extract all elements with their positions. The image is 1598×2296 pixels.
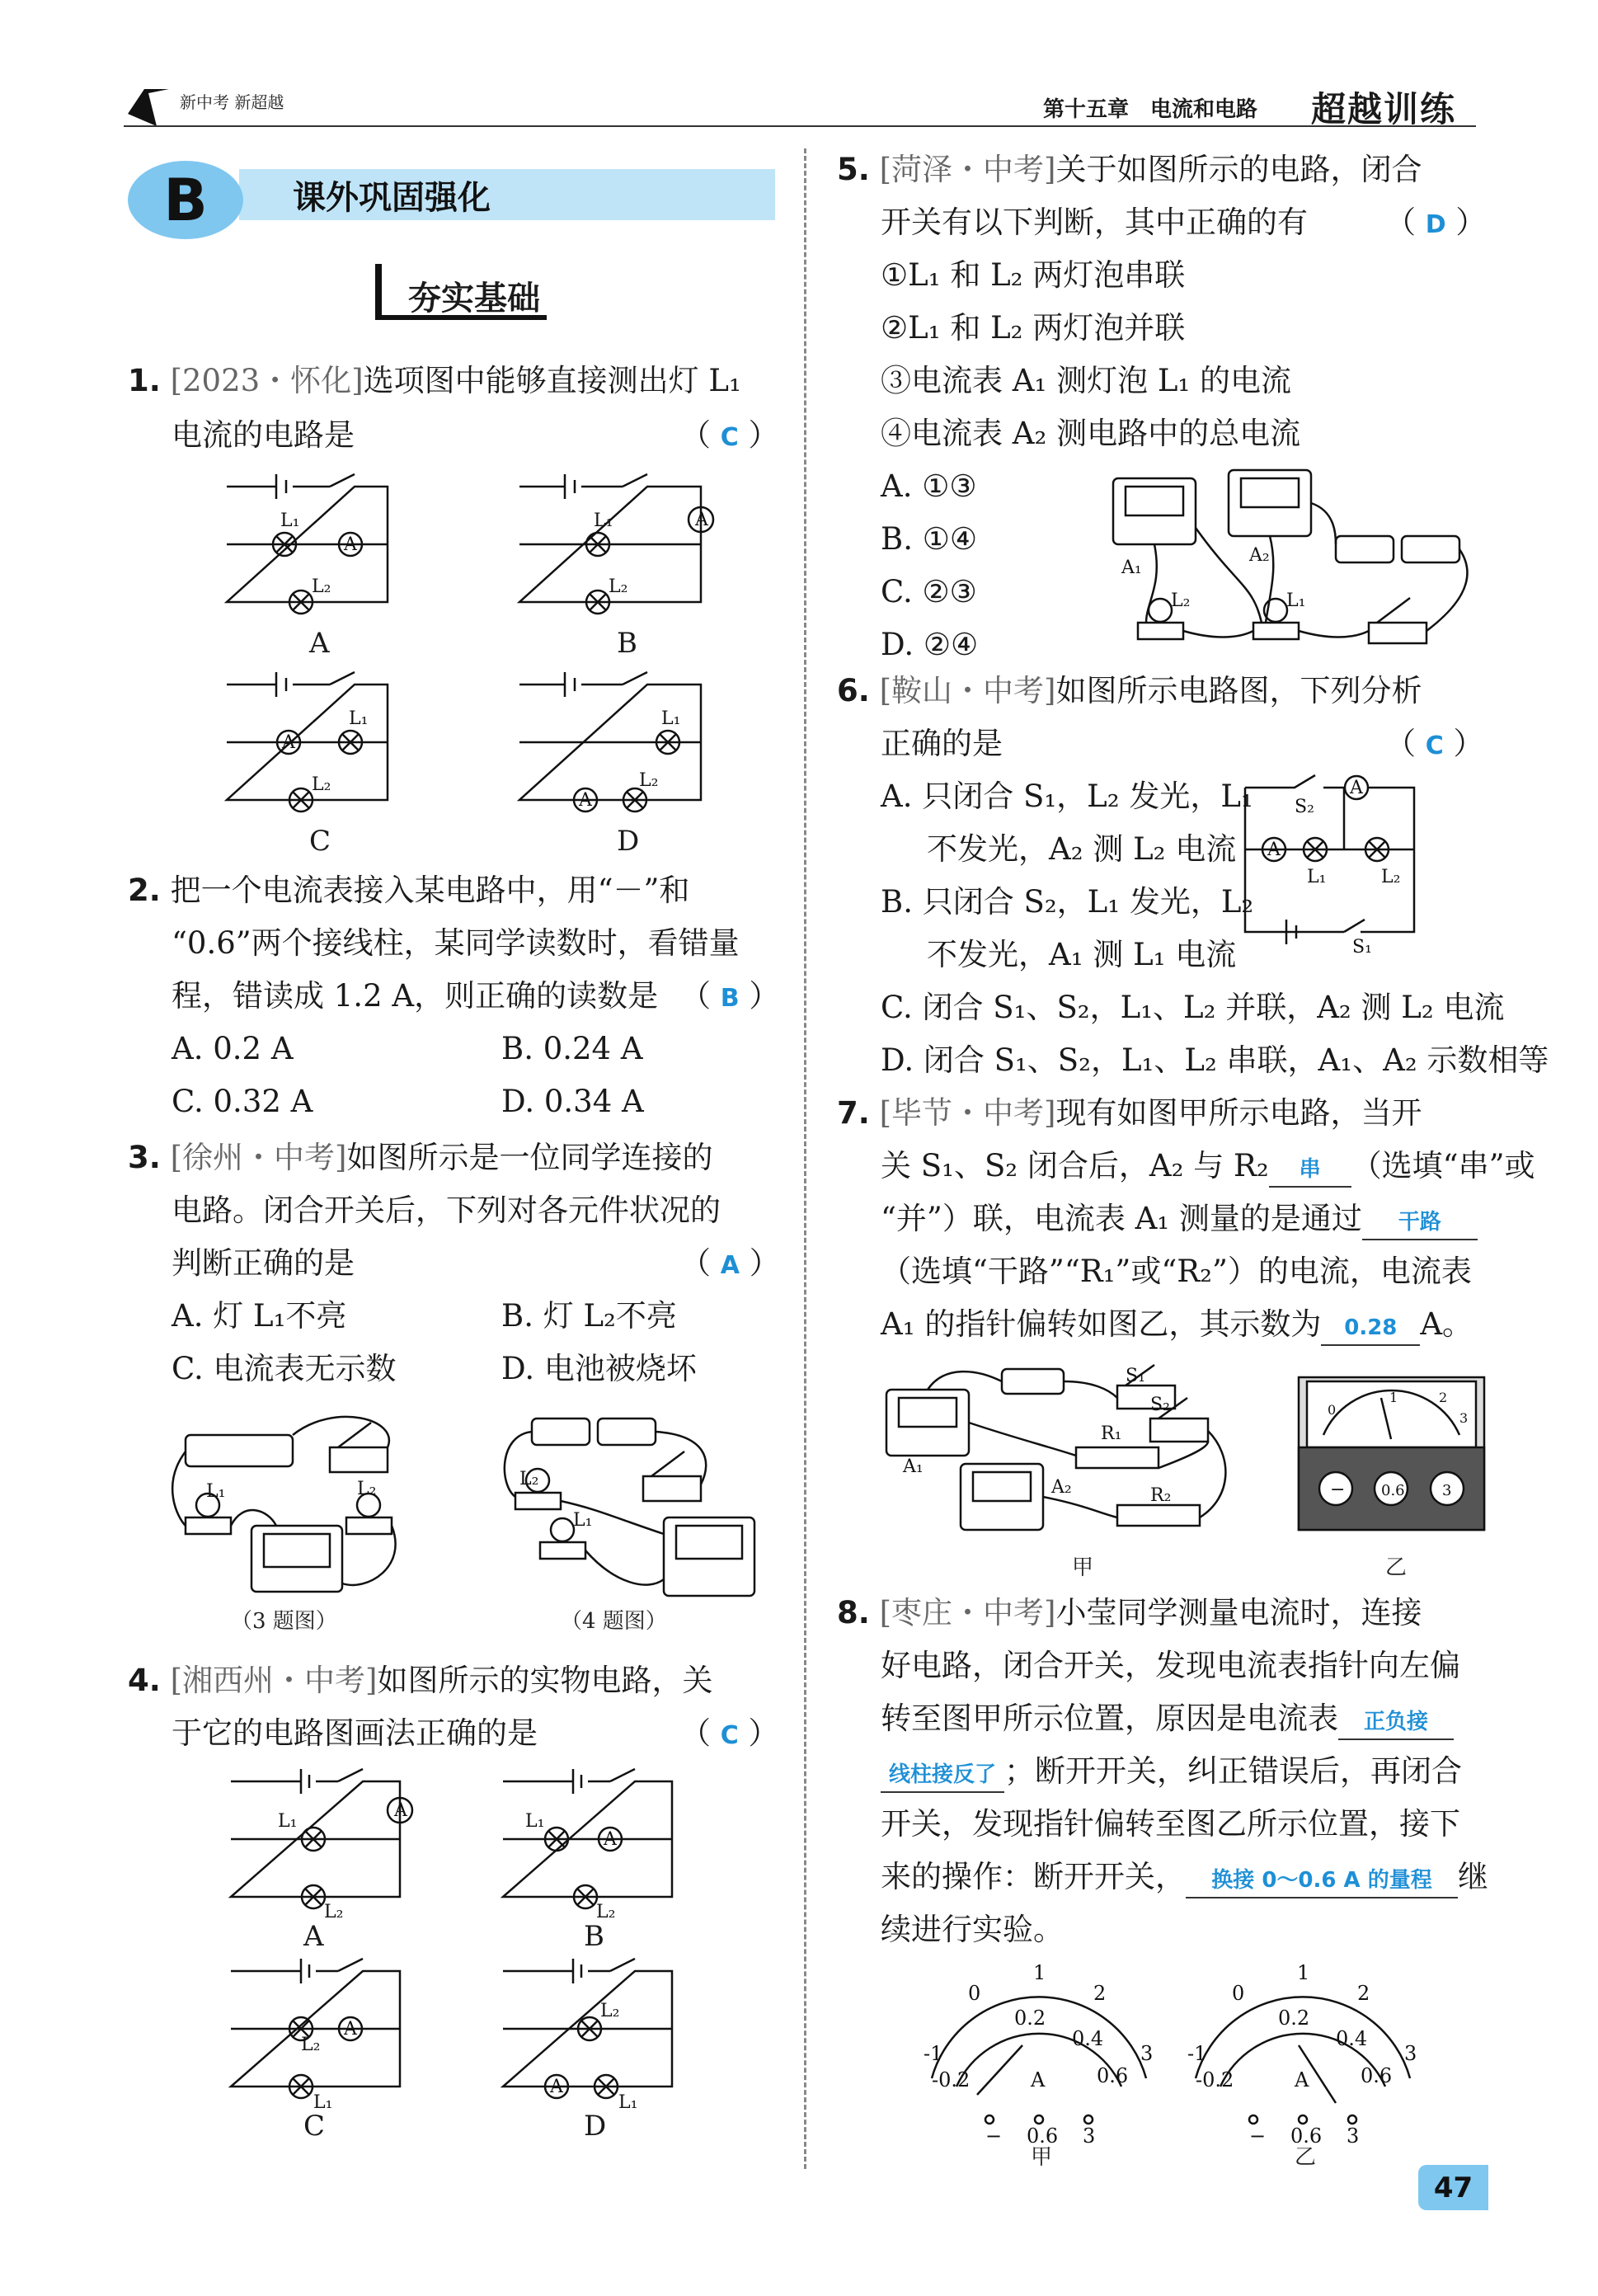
svg-text:L₁: L₁	[313, 2092, 333, 2113]
question-2-line2: “0.6”两个接线柱，某同学读数时，看错量	[172, 925, 740, 961]
question-source: [湘西州・中考]	[170, 1663, 378, 1698]
figure-label-jia: 甲	[1031, 2145, 1053, 2170]
answer-blank-1a: 正负接	[1338, 1706, 1454, 1740]
svg-text:L₁: L₁	[1286, 590, 1306, 611]
svg-text:L₂: L₂	[519, 1469, 539, 1489]
figure-caption-4: （4 题图）	[561, 1609, 667, 1634]
question-source: [枣庄・中考]	[879, 1595, 1056, 1630]
svg-text:A: A	[1295, 2068, 1309, 2091]
text: “并”）联，电流表 A₁ 测量的是通过	[881, 1201, 1362, 1236]
question-7-line5	[881, 1298, 1473, 1351]
question-number: 2.	[128, 873, 161, 908]
question-8-line7: 续进行实验。	[881, 1912, 1064, 1947]
svg-text:A₂: A₂	[1051, 1477, 1072, 1498]
question-7-line4: （选填“干路”“R₁”或“R₂”）的电流，电流表	[881, 1254, 1472, 1289]
question-number: 7.	[837, 1095, 870, 1131]
option-b-line2: 不发光，A₁ 测 L₁ 电流	[927, 937, 1237, 972]
svg-text:S₁: S₁	[1352, 937, 1372, 957]
answer-bracket: （ C ）	[680, 1715, 779, 1751]
answer-bracket: （ A ）	[680, 1245, 780, 1281]
section-title: 课外巩固强化	[293, 178, 491, 217]
answer-blank-3: 0.28	[1321, 1311, 1420, 1346]
option-c: C. ②③	[881, 574, 977, 609]
dial-a-tick-0-2: 0.2	[1014, 2007, 1046, 2030]
svg-text:L₂: L₂	[596, 1902, 616, 1922]
svg-text:−: −	[985, 2124, 1003, 2144]
svg-text:-1: -1	[1187, 2042, 1207, 2065]
question-1-line2: 电流的电路是	[172, 417, 355, 453]
option-b: B. ①④	[881, 521, 978, 557]
question-6-line2: 正确的是	[881, 726, 1003, 761]
dial-a-unit: A	[1031, 2068, 1046, 2091]
question-number: 8.	[837, 1595, 870, 1630]
question-text: 小莹同学测量电流时，连接	[1055, 1595, 1422, 1630]
question-text: 如图所示电路图，下列分析	[1055, 673, 1422, 708]
answer-bracket: （ C ）	[1385, 726, 1484, 761]
q3-q4-apparatus-figures	[169, 1402, 779, 1608]
question-8-line3	[881, 1692, 1454, 1745]
svg-text:S₂: S₂	[1295, 797, 1314, 817]
svg-text:L₁: L₁	[280, 510, 300, 531]
svg-text:3: 3	[1083, 2124, 1096, 2144]
svg-text:S₁: S₁	[1126, 1366, 1145, 1386]
svg-text:A: A	[695, 510, 708, 530]
svg-text:−: −	[1330, 1480, 1346, 1500]
q7-figures	[878, 1357, 1488, 1555]
figure-label-yi: 乙	[1385, 1555, 1408, 1580]
q4-option-label-d: D	[584, 2110, 607, 2143]
option-a-line1: A. 只闭合 S₁，L₂ 发光，L₁	[881, 779, 1253, 814]
answer: B	[720, 984, 740, 1013]
dial-a-tick-0-6: 0.6	[1097, 2064, 1129, 2087]
svg-text:0.6: 0.6	[1290, 2124, 1323, 2144]
dial-a-tick-0-4: 0.4	[1072, 2027, 1104, 2050]
option-b: B. 灯 L₂不亮	[501, 1298, 677, 1334]
svg-text:3: 3	[1347, 2124, 1360, 2144]
q6-circuit-diagram	[1237, 767, 1443, 957]
svg-text:0.6: 0.6	[1027, 2124, 1059, 2144]
q1-circuit-diagrams	[214, 470, 775, 858]
svg-text:L₂: L₂	[1171, 590, 1191, 611]
answer: C	[720, 423, 739, 452]
question-1	[128, 355, 787, 407]
text: A₁ 的指针偏转如图乙，其示数为	[881, 1306, 1322, 1342]
question-text: 选项图中能够直接测出灯 L₁	[363, 363, 741, 398]
section-bar	[239, 169, 775, 220]
column-divider	[804, 148, 806, 2169]
svg-text:L₁: L₁	[618, 2092, 638, 2113]
q4-option-label-c: C	[303, 2110, 326, 2143]
svg-text:L₂: L₂	[312, 576, 331, 597]
svg-text:3: 3	[1459, 1410, 1469, 1426]
q1-option-label-a: A	[309, 627, 330, 660]
svg-text:A: A	[344, 2019, 357, 2040]
svg-text:0.2: 0.2	[1278, 2007, 1310, 2030]
answer-bracket: （ D ）	[1385, 205, 1487, 240]
question-source: [菏泽・中考]	[879, 152, 1056, 187]
svg-text:A: A	[579, 790, 592, 811]
question-number: 1.	[128, 363, 161, 398]
svg-text:A: A	[282, 732, 295, 753]
statement-4: ④电流表 A₂ 测电路中的总电流	[881, 416, 1301, 451]
answer: D	[1425, 210, 1446, 239]
svg-text:L₁: L₁	[349, 708, 369, 729]
question-3	[128, 1132, 712, 1184]
question-source: [毕节・中考]	[879, 1095, 1056, 1131]
svg-text:A: A	[1267, 840, 1281, 860]
question-4	[128, 1654, 712, 1707]
question-2	[128, 864, 689, 917]
answer-bracket: （ B ）	[680, 978, 780, 1014]
text: （选填“串”或	[1351, 1148, 1535, 1183]
q1-option-label-c: C	[309, 825, 331, 858]
svg-text:L₁: L₁	[525, 1811, 545, 1832]
statement-1: ①L₁ 和 L₂ 两灯泡串联	[881, 257, 1186, 293]
answer-blank-1b: 线柱接反了	[881, 1758, 1004, 1793]
dial-a-tick-neg0-2: -0.2	[932, 2068, 971, 2091]
svg-text:L₂: L₂	[600, 2001, 620, 2021]
question-5	[837, 144, 1422, 196]
question-number: 4.	[128, 1663, 161, 1698]
svg-text:1: 1	[1297, 1963, 1310, 1984]
figure-caption-3: （3 题图）	[231, 1609, 337, 1634]
question-text: 如图所示的实物电路，关	[377, 1663, 713, 1698]
svg-text:L₂: L₂	[357, 1479, 377, 1499]
text: 转至图甲所示位置，原因是电流表	[881, 1701, 1338, 1736]
page-number: 47	[1418, 2165, 1488, 2210]
svg-text:3: 3	[1404, 2042, 1417, 2065]
svg-text:0.6: 0.6	[1361, 2064, 1393, 2087]
svg-text:L₁: L₁	[661, 708, 681, 729]
svg-text:A: A	[344, 534, 357, 555]
answer: A	[720, 1251, 740, 1280]
q4-option-label-b: B	[584, 1920, 604, 1953]
svg-text:L₁: L₁	[594, 510, 613, 531]
dial-a-tick-2: 2	[1093, 1982, 1107, 2005]
answer-bracket: （ C ）	[680, 417, 779, 453]
q5-apparatus-figure	[1088, 462, 1476, 652]
question-8	[837, 1587, 1422, 1640]
figure-label-jia: 甲	[1072, 1555, 1094, 1580]
option-b: B. 0.24 A	[501, 1031, 643, 1066]
option-a: A. ①③	[881, 468, 977, 504]
text: A。	[1420, 1306, 1473, 1342]
question-8-line2: 好电路，闭合开关，发现电流表指针向左偏	[881, 1648, 1460, 1683]
option-c: C. 闭合 S₁、S₂，L₁、L₂ 并联，A₂ 测 L₂ 电流	[881, 990, 1505, 1025]
option-c: C. 电流表无示数	[172, 1351, 397, 1386]
svg-text:L₁: L₁	[206, 1481, 226, 1502]
subheading: 夯实基础	[408, 280, 540, 318]
question-number: 5.	[837, 152, 870, 187]
svg-text:A₁: A₁	[1121, 558, 1142, 578]
statement-2: ②L₁ 和 L₂ 两灯泡并联	[881, 310, 1186, 346]
chapter-title: 第十五章 电流和电路	[1043, 97, 1258, 122]
svg-text:2: 2	[1439, 1390, 1448, 1405]
statement-3: ③电流表 A₁ 测灯泡 L₁ 的电流	[881, 363, 1291, 398]
svg-text:R₂: R₂	[1150, 1485, 1172, 1506]
text: 来的操作：断开开关，	[881, 1859, 1186, 1894]
answer-blank-1: 串	[1269, 1153, 1351, 1188]
dial-a-tick-neg1: -1	[924, 2042, 943, 2065]
option-a: A. 0.2 A	[172, 1031, 294, 1066]
question-source: [2023・怀化]	[170, 363, 364, 398]
svg-text:L₂: L₂	[301, 2035, 321, 2055]
svg-text:3: 3	[1442, 1482, 1452, 1499]
option-d: D. ②④	[881, 627, 979, 662]
option-c: C. 0.32 A	[172, 1084, 313, 1119]
svg-text:A: A	[394, 1800, 407, 1821]
svg-text:0: 0	[1232, 1982, 1245, 2005]
answer-blank-2: 换接 0～0.6 A 的量程	[1186, 1864, 1458, 1898]
q4-circuit-diagrams	[219, 1765, 697, 2120]
svg-text:L₁: L₁	[1307, 867, 1327, 887]
svg-text:2: 2	[1357, 1982, 1370, 2005]
header-divider	[124, 125, 1476, 127]
question-text: 关于如图所示的电路，闭合	[1055, 152, 1422, 187]
question-text: 把一个电流表接入某电路中，用“－”和	[170, 873, 690, 908]
option-d: D. 闭合 S₁、S₂，L₁、L₂ 串联，A₁、A₂ 示数相等	[881, 1042, 1549, 1078]
text: 继	[1458, 1859, 1488, 1894]
option-a: A. 灯 L₁不亮	[172, 1298, 347, 1334]
question-7-line3	[881, 1193, 1478, 1245]
question-4-line2: 于它的电路图画法正确的是	[172, 1715, 538, 1751]
question-text: 如图所示是一位同学连接的	[346, 1140, 713, 1175]
figure-label-yi: 乙	[1295, 2145, 1317, 2170]
question-6	[837, 665, 1422, 718]
svg-text:L₁: L₁	[573, 1510, 593, 1531]
svg-text:L₂: L₂	[1381, 867, 1401, 887]
question-8-line6	[881, 1851, 1488, 1903]
question-source: [鞍山・中考]	[879, 673, 1056, 708]
svg-text:A₁: A₁	[903, 1456, 924, 1477]
option-d: D. 电池被烧坏	[501, 1351, 697, 1386]
svg-text:-0.2: -0.2	[1196, 2068, 1234, 2091]
svg-text:A₂: A₂	[1249, 545, 1270, 566]
svg-text:L₁: L₁	[278, 1811, 298, 1832]
question-number: 6.	[837, 673, 870, 708]
question-3-line3: 判断正确的是	[172, 1245, 355, 1281]
question-8-line4	[881, 1745, 1462, 1798]
question-3-line2: 电路。闭合开关后，下列对各元件状况的	[172, 1193, 721, 1228]
question-7-line2	[881, 1140, 1535, 1193]
question-2-line3: 程，错读成 1.2 A，则正确的读数是	[172, 978, 659, 1014]
svg-text:A: A	[604, 1829, 617, 1850]
svg-text:0.4: 0.4	[1336, 2027, 1368, 2050]
question-text: 现有如图甲所示电路，当开	[1055, 1095, 1422, 1131]
header-brand: 新中考 新超越	[180, 92, 284, 112]
svg-text:A: A	[1350, 778, 1363, 798]
answer: C	[1425, 732, 1444, 760]
svg-text:0: 0	[1328, 1402, 1337, 1418]
q8-ammeter-dials	[907, 1963, 1435, 2144]
question-8-line5: 开关，发现指针偏转至图乙所示位置，接下	[881, 1806, 1460, 1842]
svg-text:1: 1	[1389, 1390, 1398, 1405]
book-series-title: 超越训练	[1311, 89, 1457, 129]
q4-option-label-a: A	[303, 1920, 324, 1953]
text: 关 S₁、S₂ 闭合后，A₂ 与 R₂	[881, 1148, 1269, 1183]
text: ；断开开关，纠正错误后，再闭合	[1004, 1753, 1462, 1789]
section-letter: B	[128, 161, 243, 239]
dial-a-tick-1: 1	[1033, 1963, 1046, 1984]
svg-text:A: A	[550, 2077, 563, 2097]
option-d: D. 0.34 A	[501, 1084, 644, 1119]
svg-text:L₂: L₂	[324, 1902, 344, 1922]
svg-text:S₂: S₂	[1150, 1395, 1170, 1415]
dial-a-tick-0: 0	[968, 1982, 981, 2005]
brand-logo-icon	[124, 81, 173, 130]
question-source: [徐州・中考]	[170, 1140, 347, 1175]
question-number: 3.	[128, 1140, 161, 1175]
option-b-line1: B. 只闭合 S₂，L₁ 发光，L₂	[881, 884, 1254, 920]
answer: C	[720, 1721, 739, 1750]
option-a-line2: 不发光，A₂ 测 L₂ 电流	[927, 831, 1237, 867]
question-5-line2: 开关有以下判断，其中正确的有	[881, 205, 1308, 240]
svg-text:−: −	[1249, 2124, 1267, 2144]
svg-text:0.6: 0.6	[1381, 1482, 1405, 1499]
q1-option-label-d: D	[617, 825, 640, 858]
svg-text:L₂: L₂	[312, 774, 331, 795]
svg-text:L₂: L₂	[639, 770, 659, 791]
answer-blank-2: 干路	[1362, 1206, 1478, 1240]
dial-a-tick-3: 3	[1140, 2042, 1154, 2065]
q1-option-label-b: B	[617, 627, 637, 660]
svg-text:L₂: L₂	[609, 576, 628, 597]
svg-text:R₁: R₁	[1101, 1423, 1122, 1444]
question-7	[837, 1087, 1422, 1140]
